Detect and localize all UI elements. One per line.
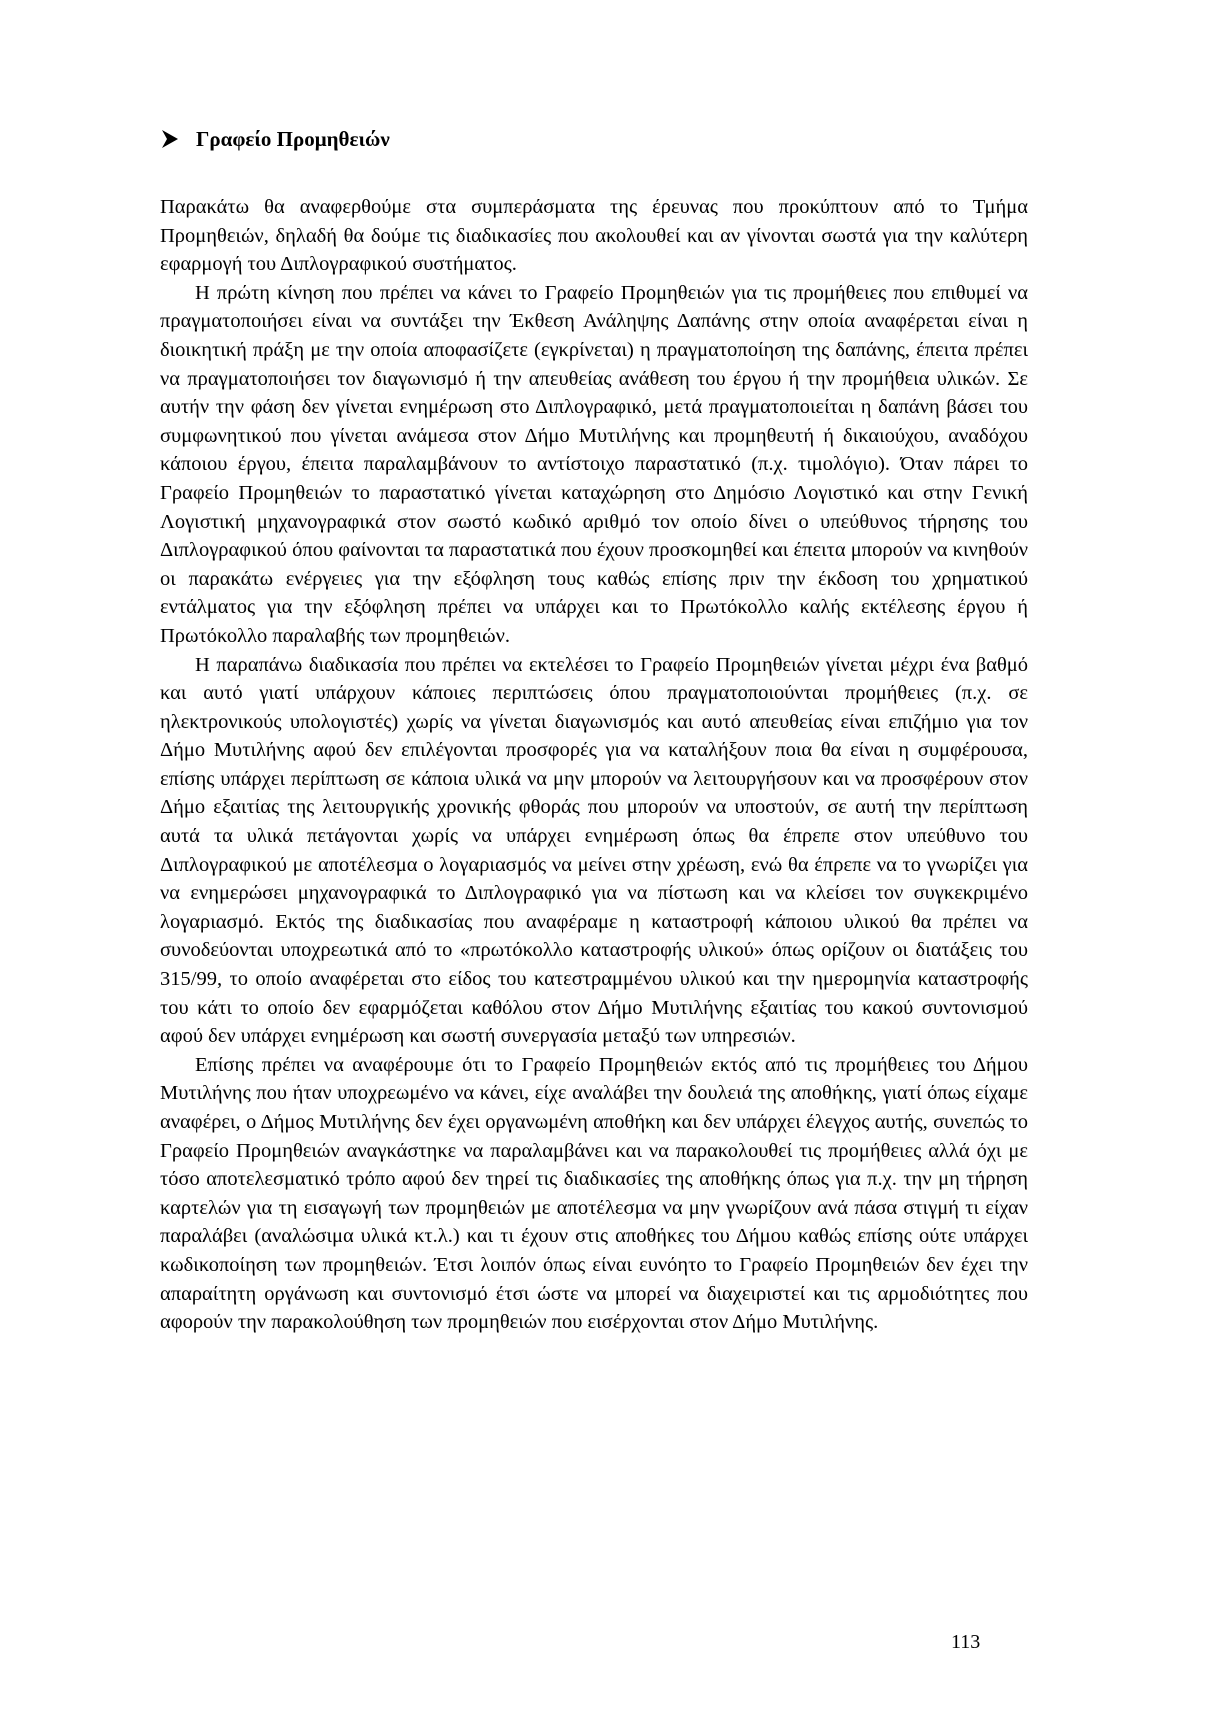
page-content (160, 126, 1028, 1337)
section-title: Γραφείο Προμηθειών (196, 127, 390, 151)
arrowhead-bullet-icon (160, 128, 180, 150)
section-heading (160, 126, 1028, 152)
page-number: 113 (951, 1631, 981, 1653)
paragraph-issues: Η παραπάνω διαδικασία που πρέπει να εκτελέσει το Γραφείο Προμηθειών γίνεται μέχρι ένα βαθμό και αυτό γιατί υπάρχουν κάποιες περιπτώσεις όπου πραγματοποιούνται προμήθειες (π.χ. σε ηλεκτρονικούς υπολογιστές) χωρίς να γίνεται διαγωνισμός και αυτό απευθείας είναι επιζήμιο για τον Δήμο Μυτιλήνης αφού δεν επιλέγονται προσφορές για να καταλήξουν ποια θα είναι η συμφέρουσα, επίσης υπάρχει περίπτωση σε κάποια υλικά να μην μπορούν να λειτουργήσουν και να προσφέρουν στον Δήμο εξαιτίας της λειτουργικής χρονικής φθοράς που μπορούν να υποστούν, σε αυτή την περίπτωση αυτά τα υλικά πετάγονται χωρίς να υπάρχει ενημέρωση όπως θα έπρεπε στον υπεύθυνο του Διπλογραφικού με αποτέλεσμα ο λογαριασμός να μείνει στην χρέωση, ενώ θα έπρεπε να το γνωρίζει για να ενημερώσει μηχανογραφικά το Διπλογραφικό για να πίστωση και να κλείσει τον συγκεκριμένο λογαριασμό. Εκτός της διαδικασίας που αναφέραμε η καταστροφή κάποιου υλικού θα πρέπει να συνοδεύονται υποχρεωτικά από το «πρωτόκολλο καταστροφής υλικού» όπως ορίζουν οι διατάξεις του 315/99, το οποίο αναφέρεται στο είδος του κατεστραμμένου υλικού και την ημερομηνία καταστροφής του κάτι το οποίο δεν εφαρμόζεται καθόλου στον Δήμο Μυτιλήνης εξαιτίας του κακού συντονισμού αφού δεν υπάρχει ενημέρωση και σωστή συνεργασία μεταξύ των υπηρεσιών. (160, 653, 1028, 1048)
paragraph-intro: Παρακάτω θα αναφερθούμε στα συμπεράσματα της έρευνας που προκύπτουν από το Τμήμα Προμηθειών, δηλαδή θα δούμε τις διαδικασίες που ακολουθεί και αν γίνονται σωστά για την καλύτερη εφαρμογή του Διπλογραφικού συστήματος. (160, 196, 1028, 276)
paragraph-warehouse: Επίσης πρέπει να αναφέρουμε ότι το Γραφείο Προμηθειών εκτός από τις προμήθειες του Δήμου Μυτιλήνης που ήταν υποχρεωμένο να κάνει, είχε αναλάβει την δουλειά της αποθήκης, γιατί όπως είχαμε αναφέρει, ο Δήμος Μυτιλήνης δεν έχει οργανωμένη αποθήκη και δεν υπάρχει έλεγχος αυτής, συνεπώς το Γραφείο Προμηθειών αναγκάστηκε να παραλαμβάνει και να παρακολουθεί τις προμήθειες αλλά όχι με τόσο αποτελεσματικό τρόπο αφού δεν τηρεί τις διαδικασίες της αποθήκης όπως για π.χ. την μη τήρηση καρτελών για τη εισαγωγή των προμηθειών με αποτέλεσμα να μην γνωρίζουν ανά πάσα στιγμή τι είχαν παραλάβει (αναλώσιμα υλικά κτ.λ.) και τι έχουν στις αποθήκες του Δήμου καθώς επίσης ούτε υπάρχει κωδικοποίηση των προμηθειών. Έτσι λοιπόν όπως είναι ευνόητο το Γραφείο Προμηθειών δεν έχει την απαραίτητη οργάνωση και συντονισμό έτσι ώστε να μπορεί να διαχειριστεί και τις αρμοδιότητες που αφορούν την παρακολούθηση των προμηθειών που εισέρχονται στον Δήμο Μυτιλήνης. (160, 1053, 1028, 1334)
paragraph-procedure: Η πρώτη κίνηση που πρέπει να κάνει το Γραφείο Προμηθειών για τις προμήθειες που επιθυμεί να πραγματοποιήσει είναι να συντάξει την Έκθεση Ανάληψης Δαπάνης στην οποία αναφέρεται είναι η διοικητική πράξη με την οποία αποφασίζετε (εγκρίνεται) η πραγματοποίηση της δαπάνης, έπειτα πρέπει να πραγματοποιήσει τον διαγωνισμό ή την απευθείας ανάθεση του έργου ή την προμήθεια υλικών. Σε αυτήν την φάση δεν γίνεται ενημέρωση στο Διπλογραφικό, μετά πραγματοποιείται η δαπάνη βάσει του συμφωνητικού που γίνεται ανάμεσα στον Δήμο Μυτιλήνης και προμηθευτή ή δικαιούχου, αναδόχου κάποιου έργου, έπειτα παραλαμβάνουν το αντίστοιχο παραστατικό (π.χ. τιμολόγιο). Όταν πάρει το Γραφείο Προμηθειών το παραστατικό γίνεται καταχώρηση στο Δημόσιο Λογιστικό και στην Γενική Λογιστική μηχανογραφικά στον σωστό κωδικό αριθμό τον οποίο δίνει ο υπεύθυνος τήρησης του Διπλογραφικού όπου φαίνονται τα παραστατικά που έχουν προσκομηθεί και έπειτα μπορούν να κινηθούν οι παρακάτω ενέργειες για την εξόφληση τους καθώς επίσης πριν την έκδοση του χρηματικού εντάλματος για την εξόφληση πρέπει να υπάρχει και το Πρωτόκολλο καλής εκτέλεσης έργου ή Πρωτόκολλο παραλαβής των προμηθειών. (160, 281, 1028, 647)
